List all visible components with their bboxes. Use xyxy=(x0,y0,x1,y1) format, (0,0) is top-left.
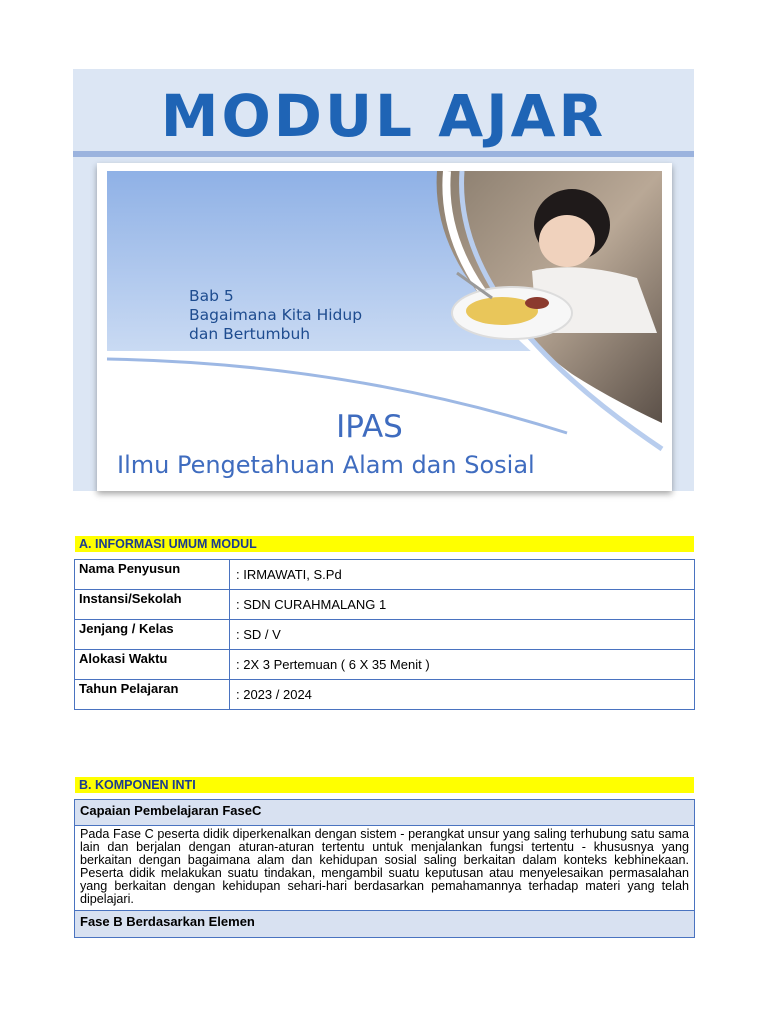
info-label: Jenjang / Kelas xyxy=(75,620,230,650)
table-row xyxy=(75,680,695,710)
cp-title: Capaian Pembelajaran FaseC xyxy=(75,800,694,826)
info-value: : SD / V xyxy=(230,620,695,650)
table-row xyxy=(75,590,695,620)
chapter-line: dan Bertumbuh xyxy=(189,325,311,343)
section-a-heading: A. INFORMASI UMUM MODUL xyxy=(75,536,694,552)
subject-full-name: Ilmu Pengetahuan Alam dan Sosial xyxy=(117,451,535,479)
info-value: : 2023 / 2024 xyxy=(230,680,695,710)
info-label: Tahun Pelajaran xyxy=(75,680,230,710)
table-row xyxy=(75,650,695,680)
info-value: : IRMAWATI, S.Pd xyxy=(230,560,695,590)
section-b-heading: B. KOMPONEN INTI xyxy=(75,777,694,793)
cp-text: Pada Fase C peserta didik diperkenalkan dengan sistem - perangkat unsur yang saling terhubung satu sama lain dan berjalan dengan aturan-aturan tertentu untuk menjalankan fungsi tertentu - khususnya yang berkaitan dengan bagaimana alam dan kehidupan sosial saling berkaitan dalam konteks kebhinekaan. Peserta didik melakukan suatu tindakan, mengambil suatu keputusan atau menyelesaikan permasalahan yang berkaitan dengan kehidupan sehari-hari berdasarkan pemahamannya terhadap materi yang telah dipelajari. xyxy=(75,826,694,911)
chapter-title xyxy=(189,287,362,344)
info-value: : SDN CURAHMALANG 1 xyxy=(230,590,695,620)
komponen-inti-box xyxy=(74,799,695,938)
chapter-line: Bab 5 xyxy=(189,287,234,305)
header-band xyxy=(73,69,694,157)
cover-image xyxy=(97,163,672,491)
table-row xyxy=(75,620,695,650)
table-row xyxy=(75,560,695,590)
info-label: Instansi/Sekolah xyxy=(75,590,230,620)
fase-b-title: Fase B Berdasarkan Elemen xyxy=(75,911,694,937)
page-title: MODUL AJAR xyxy=(160,82,607,150)
info-table xyxy=(74,559,695,710)
subject-title: IPAS xyxy=(336,409,403,445)
chapter-line: Bagaimana Kita Hidup xyxy=(189,306,363,324)
info-label: Alokasi Waktu xyxy=(75,650,230,680)
child-face xyxy=(539,215,595,267)
info-label: Nama Penyusun xyxy=(75,560,230,590)
info-value: : 2X 3 Pertemuan ( 6 X 35 Menit ) xyxy=(230,650,695,680)
